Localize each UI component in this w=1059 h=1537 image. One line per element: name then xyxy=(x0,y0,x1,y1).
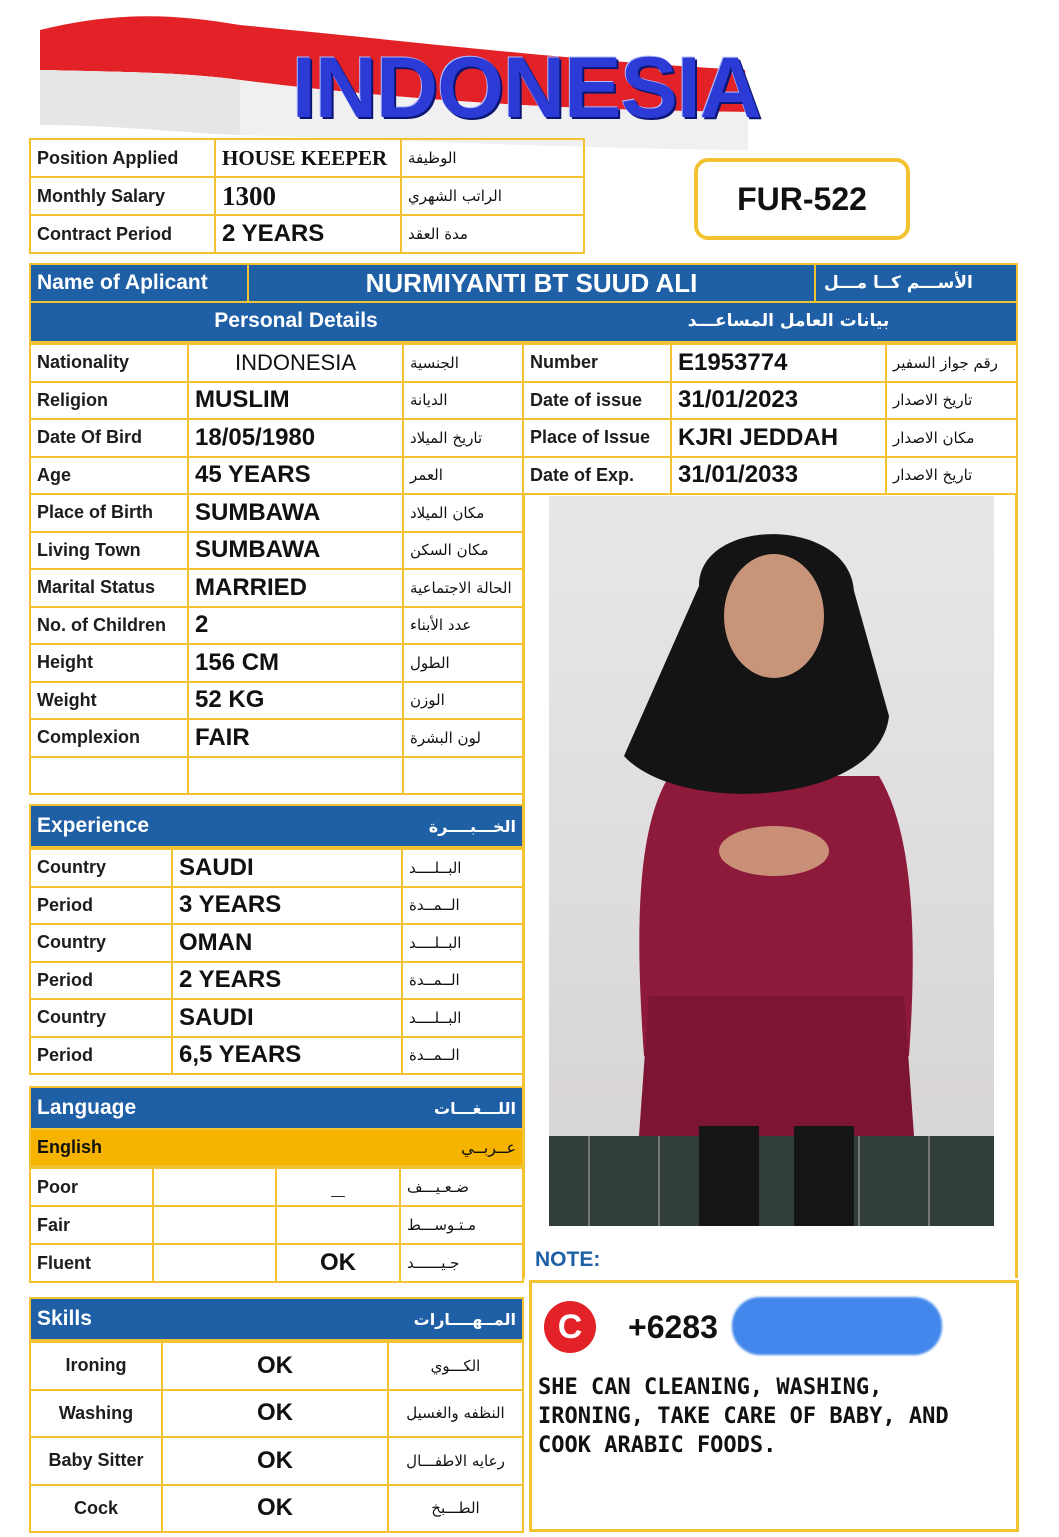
position-label: Position Applied xyxy=(30,139,215,177)
experience-label: Country xyxy=(30,849,172,887)
personal-value: 18/05/1980 xyxy=(188,419,403,457)
skill-ar: رعايه الاطفـــال xyxy=(388,1437,523,1485)
personal-value: INDONESIA xyxy=(188,344,403,382)
language-header xyxy=(29,1086,524,1130)
skill-label: Ironing xyxy=(30,1342,162,1390)
personal-label: Date Of Bird xyxy=(30,419,188,457)
passport-value: E1953774 xyxy=(671,344,886,382)
personal-label: Religion xyxy=(30,382,188,420)
skill-row xyxy=(30,1485,523,1533)
skill-value: OK xyxy=(162,1437,388,1485)
experience-label: Country xyxy=(30,924,172,962)
experience-row xyxy=(30,849,523,887)
experience-value: OMAN xyxy=(172,924,402,962)
personal-table xyxy=(29,343,524,795)
experience-table xyxy=(29,848,524,1075)
language-row xyxy=(30,1168,523,1206)
personal-ar: الجنسية xyxy=(403,344,523,382)
applicant-photo xyxy=(549,496,994,1226)
personal-value: 52 KG xyxy=(188,682,403,720)
passport-table xyxy=(522,343,1018,495)
position-value: HOUSE KEEPER xyxy=(215,139,401,177)
passport-ar: رقم جواز السفير xyxy=(886,344,1017,382)
skill-label: Cock xyxy=(30,1485,162,1533)
language-english-label: English xyxy=(37,1137,103,1157)
passport-row xyxy=(523,457,1017,495)
personal-details-ar: بيانات العامل المساعـــد xyxy=(687,311,890,331)
code-text: FUR-522 xyxy=(737,180,867,217)
passport-value: 31/01/2033 xyxy=(671,457,886,495)
skill-row xyxy=(30,1342,523,1390)
personal-label: Height xyxy=(30,644,188,682)
personal-ar: الوزن xyxy=(403,682,523,720)
personal-row xyxy=(30,494,523,532)
personal-label: No. of Children xyxy=(30,607,188,645)
phone-icon: C xyxy=(544,1301,596,1353)
language-col-header xyxy=(29,1130,524,1167)
language-level-label: Poor xyxy=(30,1168,153,1206)
personal-value: MUSLIM xyxy=(188,382,403,420)
skill-value: OK xyxy=(162,1485,388,1533)
personal-ar: مكان السكن xyxy=(403,532,523,570)
personal-row xyxy=(30,569,523,607)
skills-header xyxy=(29,1297,524,1341)
language-english-value xyxy=(153,1168,276,1206)
personal-details-label: Personal Details xyxy=(214,309,378,332)
personal-value: 45 YEARS xyxy=(188,457,403,495)
personal-value: SUMBAWA xyxy=(188,494,403,532)
personal-row xyxy=(30,382,523,420)
experience-row xyxy=(30,887,523,925)
personal-row xyxy=(30,757,523,795)
experience-ar: الــمــدة xyxy=(402,1037,523,1075)
passport-ar: تاريخ الاصدار xyxy=(886,457,1017,495)
skill-ar: النظفه والغسيل xyxy=(388,1390,523,1438)
skill-label: Baby Sitter xyxy=(30,1437,162,1485)
contract-value: 2 YEARS xyxy=(215,215,401,253)
experience-value: 6,5 YEARS xyxy=(172,1037,402,1075)
passport-row xyxy=(523,344,1017,382)
personal-ar: الديانة xyxy=(403,382,523,420)
personal-row xyxy=(30,607,523,645)
top-info-table xyxy=(29,138,585,254)
contract-ar: مدة العقد xyxy=(401,215,584,253)
experience-row xyxy=(30,962,523,1000)
language-arabic-value: _ xyxy=(276,1168,400,1206)
personal-row xyxy=(30,644,523,682)
passport-row xyxy=(523,419,1017,457)
experience-label: Period xyxy=(30,1037,172,1075)
personal-ar: لون البشرة xyxy=(403,719,523,757)
experience-ar: البــلــــد xyxy=(402,924,523,962)
note-label: NOTE: xyxy=(535,1248,601,1271)
language-level-ar: مـتـوســـط xyxy=(400,1206,523,1244)
code-box xyxy=(694,158,910,240)
salary-ar: الراتب الشهري xyxy=(401,177,584,215)
personal-row xyxy=(30,532,523,570)
skill-row xyxy=(30,1437,523,1485)
language-row xyxy=(30,1244,523,1282)
personal-ar: الطول xyxy=(403,644,523,682)
skill-value: OK xyxy=(162,1390,388,1438)
personal-ar: الحالة الاجتماعية xyxy=(403,569,523,607)
skill-label: Washing xyxy=(30,1390,162,1438)
experience-label: Country xyxy=(30,999,172,1037)
language-title: Language xyxy=(37,1096,137,1119)
passport-label: Number xyxy=(523,344,671,382)
personal-details-header xyxy=(29,303,1018,343)
personal-label: Age xyxy=(30,457,188,495)
personal-label xyxy=(30,757,188,795)
salary-label: Monthly Salary xyxy=(30,177,215,215)
personal-ar: مكان الميلاد xyxy=(403,494,523,532)
experience-row xyxy=(30,924,523,962)
passport-label: Date of Exp. xyxy=(523,457,671,495)
experience-value: SAUDI xyxy=(172,849,402,887)
passport-label: Place of Issue xyxy=(523,419,671,457)
personal-value: 156 CM xyxy=(188,644,403,682)
personal-ar: تاريخ الميلاد xyxy=(403,419,523,457)
personal-ar xyxy=(403,757,523,795)
personal-label: Marital Status xyxy=(30,569,188,607)
personal-label: Place of Birth xyxy=(30,494,188,532)
skill-ar: الكـــوي xyxy=(388,1342,523,1390)
experience-ar: البــلــــد xyxy=(402,849,523,887)
passport-ar: تاريخ الاصدار xyxy=(886,382,1017,420)
note-text: SHE CAN CLEANING, WASHING, IRONING, TAKE CARE OF BABY, AND COOK ARABIC FOODS. xyxy=(538,1375,949,1458)
experience-value: 3 YEARS xyxy=(172,887,402,925)
salary-value: 1300 xyxy=(215,177,401,215)
name-row xyxy=(29,263,1018,303)
personal-value: SUMBAWA xyxy=(188,532,403,570)
passport-value: 31/01/2023 xyxy=(671,382,886,420)
country-title: INDONESIA xyxy=(292,40,761,136)
personal-value xyxy=(188,757,403,795)
language-english-value xyxy=(153,1206,276,1244)
personal-ar: العمر xyxy=(403,457,523,495)
skill-row xyxy=(30,1390,523,1438)
experience-header xyxy=(29,804,524,848)
name-ar: الأســـم كــا مـــل xyxy=(824,273,973,293)
personal-label: Complexion xyxy=(30,719,188,757)
personal-row xyxy=(30,344,523,382)
personal-row xyxy=(30,682,523,720)
experience-ar: الــمــدة xyxy=(402,962,523,1000)
personal-value: FAIR xyxy=(188,719,403,757)
experience-ar: البــلــــد xyxy=(402,999,523,1037)
language-table xyxy=(29,1167,524,1283)
passport-value: KJRI JEDDAH xyxy=(671,419,886,457)
skill-ar: الطـــبخ xyxy=(388,1485,523,1533)
name-label: Name of Aplicant xyxy=(31,265,249,301)
phone-redaction xyxy=(732,1297,942,1355)
phone-number: +6283 xyxy=(628,1309,718,1345)
passport-row xyxy=(523,382,1017,420)
passport-ar: مكان الاصدار xyxy=(886,419,1017,457)
language-level-ar: ضـعـيـــف xyxy=(400,1168,523,1206)
contract-label: Contract Period xyxy=(30,215,215,253)
experience-row xyxy=(30,999,523,1037)
language-level-label: Fluent xyxy=(30,1244,153,1282)
language-level-ar: جـيــــــد xyxy=(400,1244,523,1282)
personal-label: Weight xyxy=(30,682,188,720)
note-box xyxy=(529,1280,1019,1532)
language-row xyxy=(30,1206,523,1244)
skills-title: Skills xyxy=(37,1307,92,1330)
personal-value: MARRIED xyxy=(188,569,403,607)
language-arabic-label: عــربــي xyxy=(461,1138,516,1157)
experience-ar: الــمــدة xyxy=(402,887,523,925)
experience-value: SAUDI xyxy=(172,999,402,1037)
language-english-value xyxy=(153,1244,276,1282)
skills-title-ar: المــهــــارات xyxy=(413,1309,516,1329)
personal-label: Nationality xyxy=(30,344,188,382)
personal-label: Living Town xyxy=(30,532,188,570)
experience-row xyxy=(30,1037,523,1075)
passport-label: Date of issue xyxy=(523,382,671,420)
personal-ar: عدد الأبناء xyxy=(403,607,523,645)
experience-label: Period xyxy=(30,962,172,1000)
experience-label: Period xyxy=(30,887,172,925)
experience-value: 2 YEARS xyxy=(172,962,402,1000)
personal-row xyxy=(30,419,523,457)
language-title-ar: اللـــغـــات xyxy=(434,1098,516,1118)
personal-row xyxy=(30,719,523,757)
language-arabic-value xyxy=(276,1206,400,1244)
language-arabic-value: OK xyxy=(276,1244,400,1282)
position-ar: الوظيفة xyxy=(401,139,584,177)
language-level-label: Fair xyxy=(30,1206,153,1244)
personal-value: 2 xyxy=(188,607,403,645)
experience-title: Experience xyxy=(37,814,150,837)
personal-row xyxy=(30,457,523,495)
person-photo-icon xyxy=(549,496,994,1226)
name-value: NURMIYANTI BT SUUD ALI xyxy=(249,265,816,301)
skills-table xyxy=(29,1341,524,1533)
skill-value: OK xyxy=(162,1342,388,1390)
experience-title-ar: الخـــبــــرة xyxy=(428,816,516,836)
